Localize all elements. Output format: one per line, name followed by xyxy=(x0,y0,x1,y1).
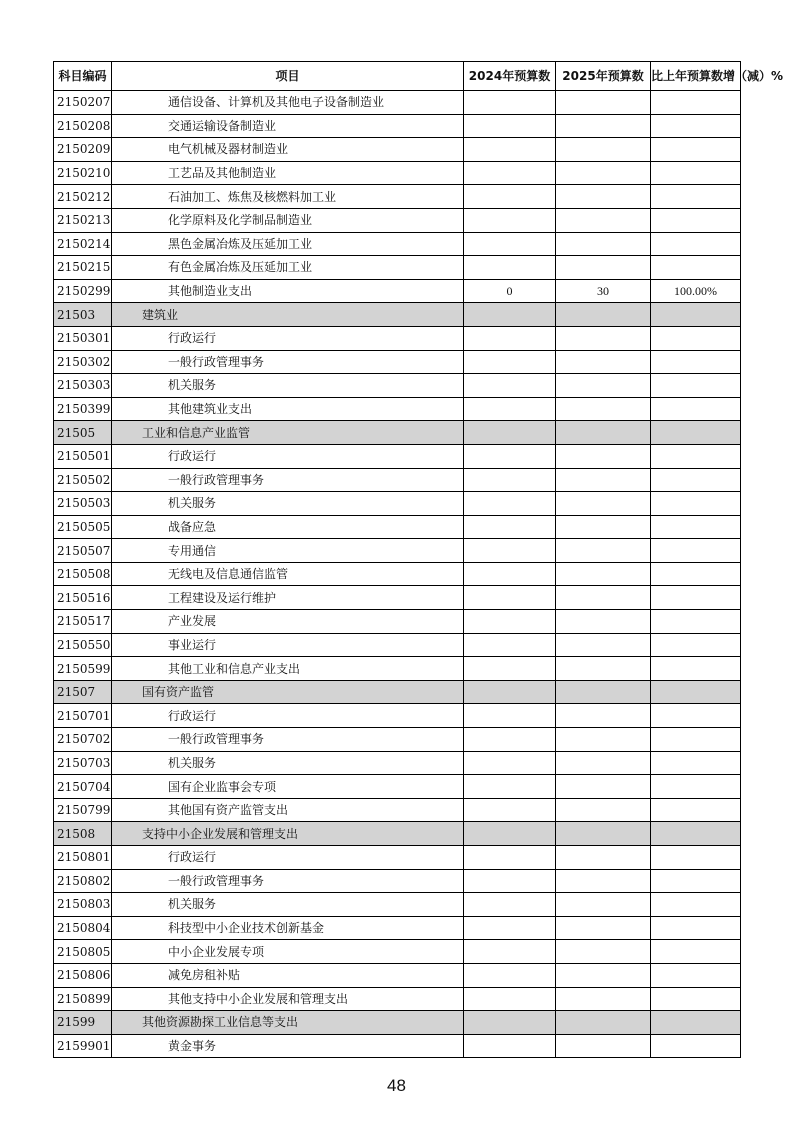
change-percent-cell xyxy=(651,846,741,870)
budget-2024-cell xyxy=(464,586,556,610)
subject-code-cell: 2150212 xyxy=(54,185,112,209)
table-row xyxy=(54,326,741,350)
budget-2024-cell xyxy=(464,350,556,374)
header-2024-budget: 2024年预算数 xyxy=(464,62,556,91)
budget-2025-cell xyxy=(556,798,651,822)
change-percent-cell xyxy=(651,562,741,586)
change-percent-cell xyxy=(651,963,741,987)
change-percent-cell xyxy=(651,657,741,681)
item-name-cell: 一般行政管理事务 xyxy=(112,728,464,752)
budget-2025-cell xyxy=(556,1034,651,1058)
budget-2025-cell xyxy=(556,728,651,752)
budget-2024-cell: 0 xyxy=(464,279,556,303)
subject-code-cell: 2150701 xyxy=(54,704,112,728)
item-name-cell: 无线电及信息通信监管 xyxy=(112,562,464,586)
table-row xyxy=(54,444,741,468)
category-row xyxy=(54,822,741,846)
item-name-cell: 工业和信息产业监管 xyxy=(112,421,464,445)
table-row xyxy=(54,893,741,917)
subject-code-cell: 2150210 xyxy=(54,161,112,185)
budget-2025-cell xyxy=(556,208,651,232)
item-name-cell: 行政运行 xyxy=(112,444,464,468)
budget-2025-cell xyxy=(556,751,651,775)
change-percent-cell xyxy=(651,303,741,327)
item-name-cell: 交通运输设备制造业 xyxy=(112,114,464,138)
change-percent-cell xyxy=(651,775,741,799)
budget-2025-cell xyxy=(556,657,651,681)
change-percent-cell xyxy=(651,916,741,940)
subject-code-cell: 2150208 xyxy=(54,114,112,138)
budget-2024-cell xyxy=(464,940,556,964)
budget-2025-cell xyxy=(556,256,651,280)
budget-table xyxy=(53,61,784,1058)
item-name-cell: 电气机械及器材制造业 xyxy=(112,138,464,162)
budget-2024-cell xyxy=(464,468,556,492)
subject-code-cell: 21503 xyxy=(54,303,112,327)
budget-2025-cell xyxy=(556,704,651,728)
change-percent-cell xyxy=(651,798,741,822)
budget-2025-cell xyxy=(556,1011,651,1035)
change-percent-cell xyxy=(651,256,741,280)
subject-code-cell: 2150517 xyxy=(54,610,112,634)
item-name-cell: 有色金属冶炼及压延加工业 xyxy=(112,256,464,280)
item-name-cell: 一般行政管理事务 xyxy=(112,869,464,893)
budget-2024-cell xyxy=(464,421,556,445)
subject-code-cell: 2150213 xyxy=(54,208,112,232)
item-name-cell: 行政运行 xyxy=(112,846,464,870)
table-row xyxy=(54,374,741,398)
budget-2024-cell xyxy=(464,539,556,563)
budget-2024-cell xyxy=(464,397,556,421)
subject-code-cell: 2150802 xyxy=(54,869,112,893)
table-row xyxy=(54,657,741,681)
item-name-cell: 机关服务 xyxy=(112,893,464,917)
change-percent-cell xyxy=(651,633,741,657)
table-row xyxy=(54,751,741,775)
page-number: 48 xyxy=(387,1076,406,1095)
change-percent-cell xyxy=(651,704,741,728)
subject-code-cell: 2150505 xyxy=(54,515,112,539)
budget-2024-cell xyxy=(464,208,556,232)
table-row xyxy=(54,138,741,162)
table-row xyxy=(54,987,741,1011)
header-subject-code: 科目编码 xyxy=(54,62,112,91)
budget-2025-cell xyxy=(556,869,651,893)
change-percent-cell xyxy=(651,114,741,138)
budget-2024-cell xyxy=(464,185,556,209)
table-row xyxy=(54,232,741,256)
budget-2024-cell xyxy=(464,657,556,681)
table-row xyxy=(54,728,741,752)
budget-2025-cell xyxy=(556,326,651,350)
table-row xyxy=(54,704,741,728)
change-percent-cell xyxy=(651,468,741,492)
change-percent-cell xyxy=(651,492,741,516)
budget-2025-cell xyxy=(556,303,651,327)
budget-2025-cell xyxy=(556,91,651,115)
subject-code-cell: 2150503 xyxy=(54,492,112,516)
item-name-cell: 其他国有资产监管支出 xyxy=(112,798,464,822)
table-row xyxy=(54,940,741,964)
change-percent-cell xyxy=(651,1034,741,1058)
subject-code-cell: 21505 xyxy=(54,421,112,445)
table-row xyxy=(54,91,741,115)
change-percent-cell xyxy=(651,138,741,162)
change-percent-cell xyxy=(651,185,741,209)
budget-2024-cell xyxy=(464,775,556,799)
budget-2025-cell xyxy=(556,492,651,516)
budget-2024-cell xyxy=(464,916,556,940)
item-name-cell: 事业运行 xyxy=(112,633,464,657)
item-name-cell: 其他资源勘探工业信息等支出 xyxy=(112,1011,464,1035)
table-row xyxy=(54,114,741,138)
budget-2024-cell xyxy=(464,963,556,987)
item-name-cell: 工艺品及其他制造业 xyxy=(112,161,464,185)
subject-code-cell: 21507 xyxy=(54,680,112,704)
budget-2025-cell xyxy=(556,987,651,1011)
table-row xyxy=(54,279,741,303)
budget-2024-cell xyxy=(464,728,556,752)
subject-code-cell: 2150207 xyxy=(54,91,112,115)
subject-code-cell: 2150599 xyxy=(54,657,112,681)
item-name-cell: 石油加工、炼焦及核燃料加工业 xyxy=(112,185,464,209)
subject-code-cell: 2150399 xyxy=(54,397,112,421)
table-row xyxy=(54,562,741,586)
budget-2024-cell xyxy=(464,798,556,822)
budget-2024-cell xyxy=(464,562,556,586)
item-name-cell: 中小企业发展专项 xyxy=(112,940,464,964)
budget-2024-cell xyxy=(464,987,556,1011)
item-name-cell: 支持中小企业发展和管理支出 xyxy=(112,822,464,846)
subject-code-cell: 2150806 xyxy=(54,963,112,987)
budget-2025-cell xyxy=(556,633,651,657)
budget-2025-cell xyxy=(556,775,651,799)
subject-code-cell: 2150702 xyxy=(54,728,112,752)
item-name-cell: 减免房租补贴 xyxy=(112,963,464,987)
budget-2025-cell xyxy=(556,138,651,162)
budget-2024-cell xyxy=(464,161,556,185)
item-name-cell: 机关服务 xyxy=(112,751,464,775)
budget-2024-cell xyxy=(464,869,556,893)
budget-2025-cell xyxy=(556,963,651,987)
item-name-cell: 其他工业和信息产业支出 xyxy=(112,657,464,681)
subject-code-cell: 2150805 xyxy=(54,940,112,964)
subject-code-cell: 2150215 xyxy=(54,256,112,280)
table-body xyxy=(54,91,741,1058)
budget-2025-cell xyxy=(556,232,651,256)
item-name-cell: 专用通信 xyxy=(112,539,464,563)
budget-2025-cell xyxy=(556,468,651,492)
budget-2024-cell xyxy=(464,1034,556,1058)
item-name-cell: 建筑业 xyxy=(112,303,464,327)
subject-code-cell: 2150209 xyxy=(54,138,112,162)
subject-code-cell: 2150703 xyxy=(54,751,112,775)
table-row xyxy=(54,350,741,374)
change-percent-cell xyxy=(651,374,741,398)
table-row xyxy=(54,633,741,657)
change-percent-cell xyxy=(651,610,741,634)
item-name-cell: 机关服务 xyxy=(112,374,464,398)
change-percent-cell xyxy=(651,397,741,421)
header-2025-budget: 2025年预算数 xyxy=(556,62,651,91)
budget-2025-cell xyxy=(556,397,651,421)
table-row xyxy=(54,492,741,516)
budget-2024-cell xyxy=(464,751,556,775)
item-name-cell: 科技型中小企业技术创新基金 xyxy=(112,916,464,940)
table-header-row xyxy=(54,62,741,91)
table-row xyxy=(54,610,741,634)
subject-code-cell: 21599 xyxy=(54,1011,112,1035)
budget-2024-cell xyxy=(464,1011,556,1035)
budget-2024-cell xyxy=(464,633,556,657)
budget-2025-cell xyxy=(556,680,651,704)
category-row xyxy=(54,680,741,704)
change-percent-cell xyxy=(651,728,741,752)
subject-code-cell: 2150550 xyxy=(54,633,112,657)
table-row xyxy=(54,916,741,940)
budget-2024-cell xyxy=(464,114,556,138)
subject-code-cell: 2150301 xyxy=(54,326,112,350)
budget-2025-cell xyxy=(556,940,651,964)
change-percent-cell xyxy=(651,326,741,350)
change-percent-cell xyxy=(651,586,741,610)
change-percent-cell xyxy=(651,91,741,115)
change-percent-cell xyxy=(651,940,741,964)
change-percent-cell xyxy=(651,893,741,917)
table-row xyxy=(54,798,741,822)
change-percent-cell xyxy=(651,161,741,185)
subject-code-cell: 2150302 xyxy=(54,350,112,374)
table-row xyxy=(54,161,741,185)
budget-2025-cell xyxy=(556,846,651,870)
budget-2024-cell xyxy=(464,256,556,280)
budget-2025-cell xyxy=(556,515,651,539)
item-name-cell: 产业发展 xyxy=(112,610,464,634)
budget-2024-cell xyxy=(464,374,556,398)
category-row xyxy=(54,421,741,445)
category-row xyxy=(54,1011,741,1035)
header-change-percent: 比上年预算数增（减）% xyxy=(651,62,741,91)
subject-code-cell: 2150799 xyxy=(54,798,112,822)
budget-2025-cell xyxy=(556,586,651,610)
change-percent-cell xyxy=(651,751,741,775)
budget-2024-cell xyxy=(464,680,556,704)
change-percent-cell xyxy=(651,232,741,256)
subject-code-cell: 2150508 xyxy=(54,562,112,586)
budget-2024-cell xyxy=(464,610,556,634)
budget-2025-cell xyxy=(556,350,651,374)
budget-2024-cell xyxy=(464,326,556,350)
budget-2025-cell: 30 xyxy=(556,279,651,303)
table-row xyxy=(54,539,741,563)
change-percent-cell xyxy=(651,1011,741,1035)
item-name-cell: 工程建设及运行维护 xyxy=(112,586,464,610)
change-percent-cell xyxy=(651,822,741,846)
change-percent-cell xyxy=(651,539,741,563)
subject-code-cell: 2150704 xyxy=(54,775,112,799)
item-name-cell: 一般行政管理事务 xyxy=(112,468,464,492)
budget-2024-cell xyxy=(464,822,556,846)
budget-2025-cell xyxy=(556,185,651,209)
category-row xyxy=(54,303,741,327)
item-name-cell: 通信设备、计算机及其他电子设备制造业 xyxy=(112,91,464,115)
subject-code-cell: 2150801 xyxy=(54,846,112,870)
header-item: 项目 xyxy=(112,62,464,91)
item-name-cell: 黑色金属冶炼及压延加工业 xyxy=(112,232,464,256)
item-name-cell: 其他支持中小企业发展和管理支出 xyxy=(112,987,464,1011)
item-name-cell: 国有资产监管 xyxy=(112,680,464,704)
item-name-cell: 其他制造业支出 xyxy=(112,279,464,303)
table-row xyxy=(54,586,741,610)
table-row xyxy=(54,468,741,492)
item-name-cell: 行政运行 xyxy=(112,704,464,728)
budget-2024-cell xyxy=(464,704,556,728)
subject-code-cell: 2150303 xyxy=(54,374,112,398)
budget-2025-cell xyxy=(556,822,651,846)
item-name-cell: 战备应急 xyxy=(112,515,464,539)
subject-code-cell: 2150803 xyxy=(54,893,112,917)
subject-code-cell: 2150502 xyxy=(54,468,112,492)
budget-2024-cell xyxy=(464,91,556,115)
table-row xyxy=(54,846,741,870)
change-percent-cell xyxy=(651,515,741,539)
table-row xyxy=(54,1034,741,1058)
budget-2025-cell xyxy=(556,539,651,563)
subject-code-cell: 2150501 xyxy=(54,444,112,468)
budget-2025-cell xyxy=(556,421,651,445)
table-row xyxy=(54,775,741,799)
item-name-cell: 化学原料及化学制品制造业 xyxy=(112,208,464,232)
table-row xyxy=(54,208,741,232)
budget-2024-cell xyxy=(464,846,556,870)
subject-code-cell: 21508 xyxy=(54,822,112,846)
budget-2025-cell xyxy=(556,893,651,917)
item-name-cell: 行政运行 xyxy=(112,326,464,350)
subject-code-cell: 2159901 xyxy=(54,1034,112,1058)
budget-2025-cell xyxy=(556,610,651,634)
budget-2025-cell xyxy=(556,374,651,398)
subject-code-cell: 2150214 xyxy=(54,232,112,256)
budget-2024-cell xyxy=(464,492,556,516)
item-name-cell: 机关服务 xyxy=(112,492,464,516)
subject-code-cell: 2150899 xyxy=(54,987,112,1011)
change-percent-cell xyxy=(651,987,741,1011)
item-name-cell: 其他建筑业支出 xyxy=(112,397,464,421)
change-percent-cell xyxy=(651,680,741,704)
budget-2025-cell xyxy=(556,161,651,185)
budget-2025-cell xyxy=(556,444,651,468)
table-row xyxy=(54,397,741,421)
budget-2025-cell xyxy=(556,114,651,138)
change-percent-cell xyxy=(651,350,741,374)
budget-2025-cell xyxy=(556,562,651,586)
budget-2024-cell xyxy=(464,893,556,917)
budget-2024-cell xyxy=(464,232,556,256)
item-name-cell: 黄金事务 xyxy=(112,1034,464,1058)
budget-2024-cell xyxy=(464,303,556,327)
subject-code-cell: 2150507 xyxy=(54,539,112,563)
table-row xyxy=(54,515,741,539)
table-row xyxy=(54,963,741,987)
item-name-cell: 国有企业监事会专项 xyxy=(112,775,464,799)
subject-code-cell: 2150516 xyxy=(54,586,112,610)
table-row xyxy=(54,869,741,893)
budget-2024-cell xyxy=(464,515,556,539)
subject-code-cell: 2150804 xyxy=(54,916,112,940)
budget-2024-cell xyxy=(464,138,556,162)
change-percent-cell: 100.00% xyxy=(651,279,741,303)
change-percent-cell xyxy=(651,444,741,468)
change-percent-cell xyxy=(651,869,741,893)
table-row xyxy=(54,256,741,280)
budget-2025-cell xyxy=(556,916,651,940)
budget-2024-cell xyxy=(464,444,556,468)
change-percent-cell xyxy=(651,208,741,232)
table-row xyxy=(54,185,741,209)
subject-code-cell: 2150299 xyxy=(54,279,112,303)
change-percent-cell xyxy=(651,421,741,445)
item-name-cell: 一般行政管理事务 xyxy=(112,350,464,374)
